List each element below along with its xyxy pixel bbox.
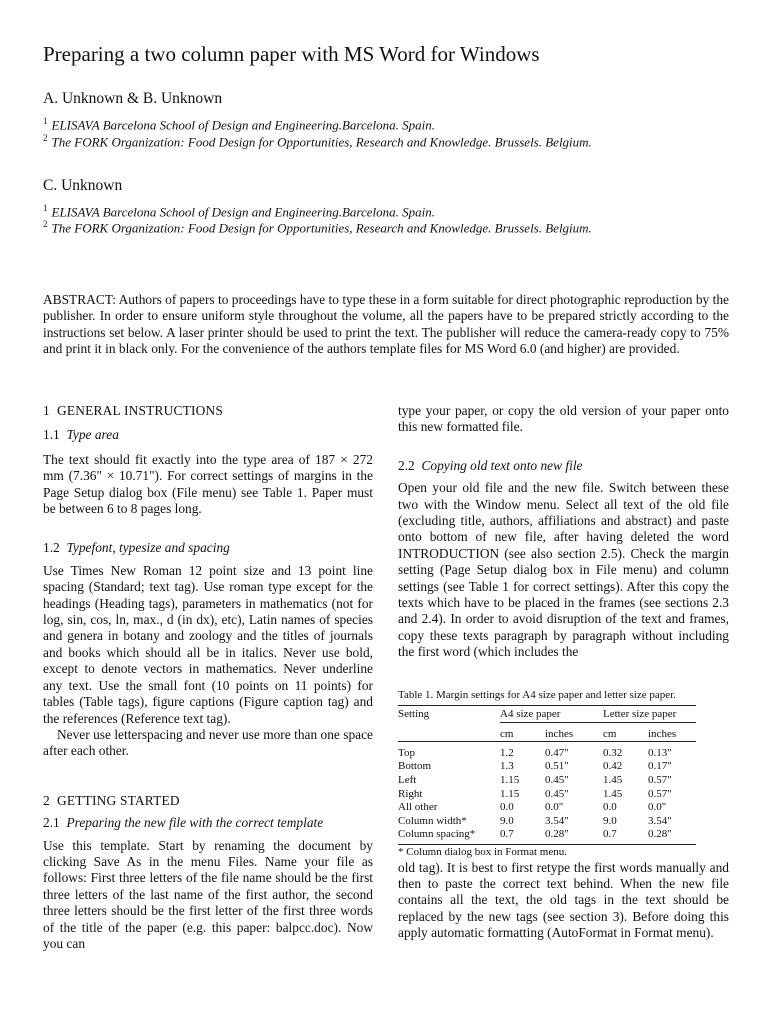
table-cell: 0.7	[500, 828, 514, 841]
table-cell: 3.54"	[648, 814, 672, 827]
paper-title: Preparing a two column paper with MS Word for Windows	[43, 42, 540, 66]
table-header-cell: inches	[545, 722, 603, 742]
affiliation-text: ELISAVA Barcelona School of Design and Engineering.Barcelona. Spain.	[51, 204, 436, 220]
affiliation-text: The FORK Organization: Food Design for Opportunities, Research and Knowledge. Brussels. Belgium.	[51, 220, 592, 236]
table-cell: 0.32	[603, 746, 623, 759]
left-column	[43, 403, 373, 952]
subsection-heading-2-1	[43, 815, 373, 831]
affiliation-number: 1	[43, 203, 48, 213]
table-footnote: * Column dialog box in Format menu.	[398, 846, 567, 859]
table-cell: 1.45	[603, 787, 623, 800]
section-number: 2	[43, 792, 50, 808]
table-header-cell: Setting	[398, 708, 430, 721]
table-header-cell: cm	[603, 722, 648, 742]
table-row	[398, 828, 696, 844]
table-row	[398, 774, 696, 788]
table-cell: 3.54"	[545, 814, 569, 827]
table-cell: 0.0	[603, 801, 617, 814]
table-row	[398, 760, 696, 774]
subsection-title: Type area	[66, 427, 119, 443]
section-title: GETTING STARTED	[57, 792, 180, 808]
affiliation-text: The FORK Organization: Food Design for Opportunities, Research and Knowledge. Brussels. Belgium.	[51, 134, 592, 150]
affiliation-2-1	[43, 203, 435, 220]
table-header-cell: A4 size paper	[500, 708, 561, 721]
subsection-heading-1-1	[43, 427, 373, 443]
subsection-title: Preparing the new file with the correct template	[66, 815, 324, 831]
subsection-title: Copying old text onto new file	[421, 457, 583, 473]
section-heading-1	[43, 403, 373, 419]
subsection-number: 2.2	[398, 457, 415, 473]
table-row	[398, 815, 696, 829]
paragraph-typefont: Use Times New Roman 12 point size and 13 point line spacing (Standard; text tag). Use roman type except for the headings (Heading tags), parameters in mathematics (not for log, sin, cos, ln, max., d (in dx), etc), Latin names of species and genera in botany and zoology and the titles of journals and books which should all be in italics. Never use bold, except to denote vectors in mathematics. Never underline any text. Use the small font (10 points on 11 points) for tables (Table tags), figure captions (Figure caption tag) and the references (Reference text tag).	[43, 562, 373, 726]
section-title: GENERAL INSTRUCTIONS	[57, 403, 224, 418]
affiliation-text: ELISAVA Barcelona School of Design and Engineering.Barcelona. Spain.	[51, 117, 436, 133]
table-subheader-row	[398, 722, 696, 742]
table-cell: 0.47"	[545, 746, 569, 759]
right-column	[398, 403, 729, 942]
table-row	[398, 801, 696, 815]
author-names-2: C. Unknown	[43, 177, 123, 194]
section-number: 1	[43, 403, 50, 418]
table-cell: 0.28"	[648, 828, 672, 841]
section-heading-2	[43, 793, 373, 809]
paragraph-continued: type your paper, or copy the old version of your paper onto this new formatted file.	[398, 403, 729, 435]
subsection-number: 1.2	[43, 540, 60, 556]
table-cell: 1.45	[603, 774, 623, 787]
table-cell: 1.15	[500, 774, 520, 787]
affiliation-number: 2	[43, 133, 48, 143]
table-row	[398, 788, 696, 802]
table-cell: 0.7	[603, 828, 617, 841]
subsection-heading-1-2	[43, 540, 373, 556]
affiliation-number: 1	[43, 116, 48, 126]
table-cell: All other	[398, 801, 438, 814]
table-cell: Right	[398, 787, 423, 800]
table-cell: 0.57"	[648, 774, 672, 787]
table-cell: 0.13"	[648, 746, 672, 759]
table-cell: Left	[398, 774, 417, 787]
affiliation-2-2	[43, 219, 592, 236]
table-1	[398, 689, 729, 860]
table-cell: Top	[398, 746, 415, 759]
table-cell: 0.28"	[545, 828, 569, 841]
affiliation-number: 2	[43, 219, 48, 229]
subsection-heading-2-2	[398, 458, 729, 474]
table-header-row	[398, 706, 696, 723]
subsection-number: 2.1	[43, 815, 60, 831]
abstract: ABSTRACT: Authors of papers to proceedings have to type these in a form suitable for direct photographic reproduction by the publisher. In order to ensure uniform style throughout the volume, all the papers have to be prepared strictly according to the instructions set below. A laser printer should be used to print the text. The publisher will reduce the camera-ready copy to 75% and print it in black only. For the convenience of the authors template files for MS Word 6.0 (and higher) are provided.	[43, 292, 729, 357]
table-cell: 0.51"	[545, 760, 569, 773]
table-cell: 0.45"	[545, 774, 569, 787]
margin-settings-table	[398, 705, 696, 845]
table-cell: 0.42	[603, 760, 623, 773]
table-caption: Table 1. Margin settings for A4 size paper and letter size paper.	[398, 688, 676, 701]
affiliation-1-2	[43, 133, 592, 150]
author-names-1: A. Unknown & B. Unknown	[43, 90, 223, 107]
table-cell: 0.45"	[545, 787, 569, 800]
paragraph-copying-continued: old tag). It is best to first retype the first words manually and then to paste the correct text behind. When the new file contains all the text, the old tags in the text should be replaced by the new tags (see section 3). Before doing this apply automatic formatting (AutoFormat in Format menu).	[398, 859, 729, 941]
table-header-cell: cm	[500, 722, 545, 742]
table-cell: 1.15	[500, 787, 520, 800]
table-cell: Column spacing*	[398, 828, 476, 841]
table-header-cell	[398, 722, 500, 742]
paragraph-letterspacing: Never use letterspacing and never use more than one space after each other.	[43, 726, 373, 759]
table-cell: 0.0"	[648, 801, 667, 814]
subsection-number: 1.1	[43, 427, 60, 443]
subsection-title: Typefont, typesize and spacing	[66, 540, 230, 556]
table-header-cell: inches	[648, 722, 696, 742]
table-cell: 0.57"	[648, 787, 672, 800]
table-cell: 1.3	[500, 760, 514, 773]
paragraph-type-area: The text should fit exactly into the type area of 187 × 272 mm (7.36" × 10.71"). For correct settings of margins in the Page Setup dialog box (File menu) see Table 1. Paper must be between 6 to 8 pages long.	[43, 451, 373, 517]
paragraph-copying-old-text: Open your old file and the new file. Switch between these two with the Window menu. Select all text of the old file (excluding title, authors, affiliations and abstract) and paste onto bottom of new file, after having deleted the word INTRODUCTION (see also section 2.5). Check the margin setting (Page Setup dialog box in File menu) and column settings (see Table 1 for correct settings). After this copy the texts which have to be placed in the frames (see sections 2.3 and 2.4). In order to avoid disruption of the text and frames, copy these texts paragraph by paragraph without including the first word (which includes the	[398, 480, 729, 660]
table-cell: 1.2	[500, 746, 514, 759]
table-row	[398, 747, 696, 761]
table-cell: Column width*	[398, 814, 467, 827]
table-cell: Bottom	[398, 760, 432, 773]
paragraph-preparing-new-file: Use this template. Start by renaming the document by clicking Save As in the menu Files. Name your file as follows: First three letters of the file name should be the first three letters of the last name of the first author, the second three letters should be the first letter of the first three words of the title of the paper (e.g. this paper: balpcc.doc). Now you can	[43, 837, 373, 951]
affiliation-1-1	[43, 116, 435, 133]
table-cell: 9.0	[500, 814, 514, 827]
table-header-cell: Letter size paper	[603, 708, 677, 721]
table-cell: 0.0"	[545, 801, 564, 814]
table-cell: 9.0	[603, 814, 617, 827]
table-cell: 0.0	[500, 801, 514, 814]
table-cell: 0.17"	[648, 760, 672, 773]
